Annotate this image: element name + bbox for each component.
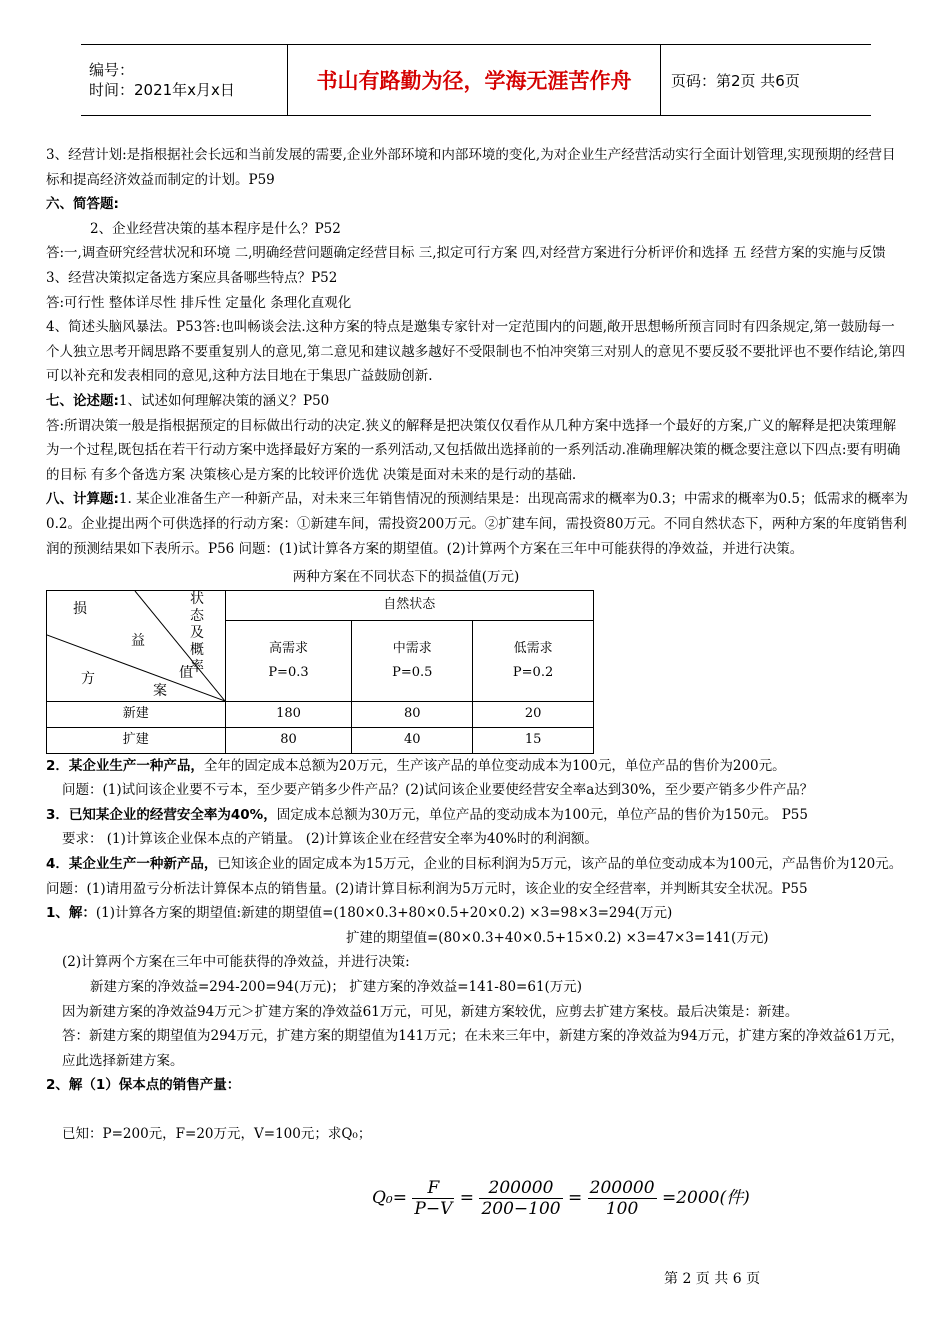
header-meta — [81, 45, 288, 116]
page-footer: 第 2 页 共 6 页 — [664, 1271, 761, 1287]
page-header — [81, 44, 871, 116]
solution-heading: 2、解（1）保本点的销售产量： — [46, 1077, 241, 1094]
diag-label: 方 — [81, 670, 95, 687]
table-cell: 80 — [352, 701, 473, 727]
table-row — [47, 727, 594, 753]
question: 2、企业经营决策的基本程序是什么？P52 — [90, 220, 341, 237]
solution-known: 已知：P=200元，F=20万元，V=100元；求Q₀； — [62, 1126, 372, 1142]
diag-label: 案 — [153, 682, 167, 699]
header-number: 编号： — [89, 61, 135, 79]
solution-line: 答：新建方案的期望值为294万元，扩建方案的期望值为141万元；在未来三年中，新建方案的净效益为94万元，扩建方案的净效益61万元，应此选择新建方案。 — [62, 1028, 904, 1069]
table-cell: 180 — [225, 701, 352, 727]
problem: 3．已知某企业的经营安全率为40%，固定成本总额为30万元，单位产品的变动成本为100元，单位产品的售价为150元。 P55 — [46, 806, 808, 823]
column-header: 中需求 P=0.5 — [352, 620, 473, 701]
diag-label-state: 状态及概率 — [190, 590, 204, 675]
natural-state-header: 自然状态 — [225, 590, 593, 620]
payoff-table — [46, 590, 594, 754]
row-label: 新建 — [47, 701, 226, 727]
header-page: 页码：第2页 共6页 — [671, 71, 800, 90]
solution-line: 扩建的期望值=(80×0.3+40×0.5+15×0.2) ×3=47×3=141(万元) — [346, 929, 769, 946]
table-cell: 20 — [473, 701, 594, 727]
paragraph: 3、经营计划:是指根据社会长远和当前发展的需要,企业外部环境和内部环境的变化,为对企业生产经营活动实行全面计划管理,实现预期的经营目标和提高经济效益而制定的计划。P59 — [46, 147, 896, 188]
diag-label: 损 — [73, 600, 87, 617]
column-header: 低需求 P=0.2 — [473, 620, 594, 701]
diagonal-header-cell — [47, 590, 226, 701]
answer: 答:一,调查研究经营状况和环境 二,明确经营问题确定经营目标 三,拟定可行方案 四,对经营方案进行分析评价和选择 五 经营方案的实施与反馈 — [46, 245, 886, 262]
question: 1. 某企业准备生产一种新产品，对未来三年销售情况的预测结果是：出现高需求的概率为0.3；中需求的概率为0.5；低需求的概率为0.2。企业提出两个可供选择的行动方案：①新建车间，需投资200万元。②扩建车间，需投资80万元。不同自然状态下，两种方案的年度销售利润的预测结果如下表所示。P56 问题：(1)试计算各方案的期望值。(2)计算两个方案在三年中可能获得的净效益，并进行决策。 — [46, 491, 909, 557]
solution-line: (2)计算两个方案在三年中可能获得的净效益，并进行决策: — [62, 954, 410, 971]
solution-line: 因为新建方案的净效益94万元＞扩建方案的净效益61万元，可见，新建方案较优，应剪去扩建方案枝。最后决策是：新建。 — [62, 1003, 799, 1020]
table-cell: 40 — [352, 727, 473, 753]
section-line — [46, 389, 908, 414]
problem-ask: 要求： (1)计算该企业保本点的产销量。 (2)计算该企业在经营安全率为40%时的利润额。 — [62, 831, 598, 848]
formula-breakeven: Q₀= $\frac{F}{P-V}$ = $\frac{200000}{200-100}$ = $\frac{200000}{100}$ =2000(件) — [372, 1178, 750, 1219]
section-heading: 八、计算题: — [46, 491, 119, 508]
question-answer: 4、简述头脑风暴法。P53答:也叫畅谈会法.这种方案的特点是邀集专家针对一定范围内的问题,敞开思想畅所预言同时有四条规定,第一鼓励每一个人独立思考开阔思路不要重复别人的意见,第二意见和建议越多越好不受限制也不怕冲突第三对别人的意见不要反驳不要批评也不要作结论,第四可以补充和发表相同的意见,这种方法目地在于集思广益鼓励创新. — [46, 319, 906, 385]
column-header: 高需求 P=0.3 — [225, 620, 352, 701]
row-label: 扩建 — [47, 727, 226, 753]
problem: 4．某企业生产一种新产品，已知该企业的固定成本为15万元，企业的目标利润为5万元，该产品的单位变动成本为100元，产品售价为120元。问题：(1)请用盈亏分析法计算保本点的销售量。(2)请计算目标利润为5万元时，该企业的安全经营率，并判断其安全状况。P55 — [46, 856, 903, 897]
section-heading: 六、简答题: — [46, 196, 119, 213]
table-row — [47, 701, 594, 727]
solution-line: 1、解：(1)计算各方案的期望值:新建的期望值=(180×0.3+80×0.5+20×0.2) ×3=98×3=294(万元) — [46, 905, 673, 922]
question: 1、试述如何理解决策的涵义？P50 — [118, 392, 330, 409]
solution-line: 新建方案的净效益=294-200=94(万元)； 扩建方案的净效益=141-80=61(万元) — [90, 979, 583, 996]
table-cell: 80 — [225, 727, 352, 753]
problem-ask: 问题：(1)试问该企业要不亏本，至少要产销多少件产品？(2)试问该企业要使经营安全率a达到30%，至少要产销多少件产品？ — [62, 782, 814, 799]
section-heading: 七、论述题: — [46, 392, 119, 409]
problem: 2．某企业生产一种产品，全年的固定成本总额为20万元，生产该产品的单位变动成本为100元，单位产品的售价为200元。 — [46, 757, 786, 774]
section-line — [46, 487, 908, 561]
diag-label: 益 — [131, 632, 145, 649]
answer: 答:所谓决策一般是指根据预定的目标做出行动的决定.狭义的解释是把决策仅仅看作从几种方案中选择一个最好的方案,广义的解释是把决策理解为一个过程,既包括在若干行动方案中选择最好方案的一系列活动,又包括做出选择前的一系列活动.准确理解决策的概念要注意以下四点:要有明确的目标 有多个备选方案 决策核心是方案的比较评价选优 决策是面对未来的是行动的基础. — [46, 417, 901, 483]
header-motto: 书山有路勤为径，学海无涯苦作舟 — [288, 45, 661, 116]
table-caption: 两种方案在不同状态下的损益值(万元) — [292, 569, 520, 586]
diag-label: 值 — [179, 664, 193, 681]
answer: 答:可行性 整体详尽性 排斥性 定量化 条理化直观化 — [46, 294, 352, 311]
table-cell: 15 — [473, 727, 594, 753]
document-body — [46, 143, 908, 1147]
question: 3、经营决策拟定备选方案应具备哪些特点？P52 — [46, 269, 338, 286]
header-time: 时间：2021年x月x日 — [89, 81, 235, 99]
